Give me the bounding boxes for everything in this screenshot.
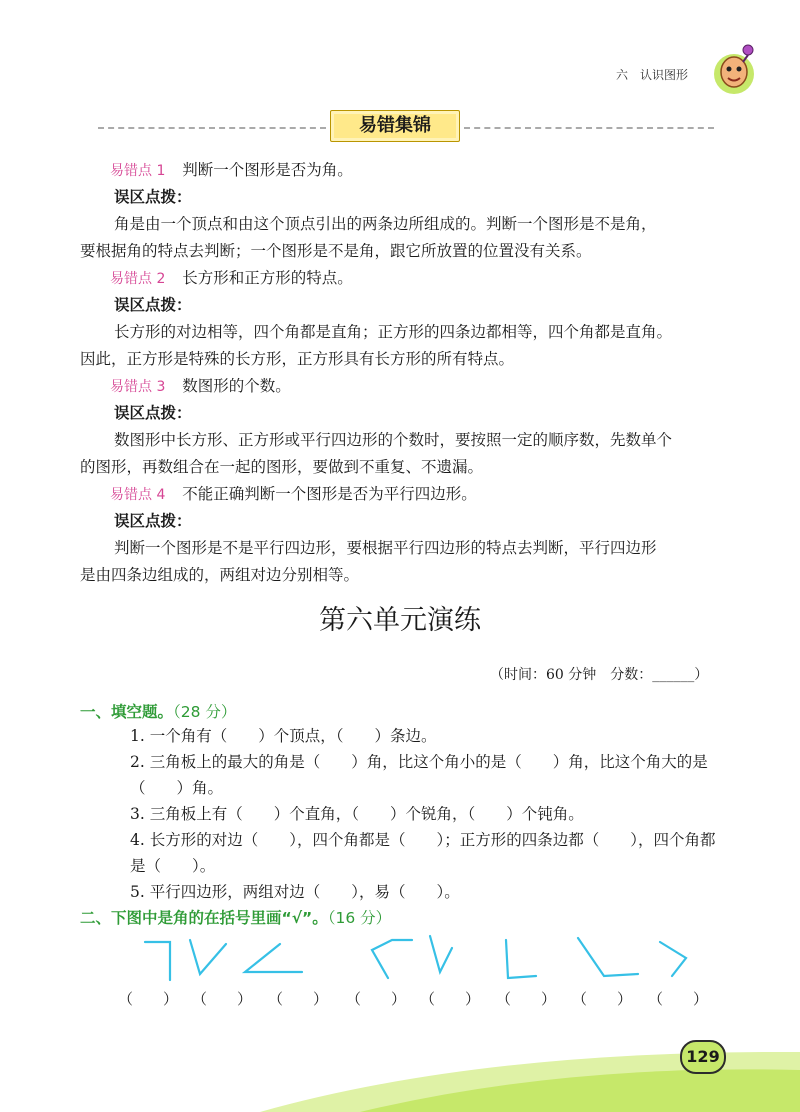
paragraph-line: 的图形，再数组合在一起的图形，要做到不重复、不遗漏。 bbox=[80, 458, 484, 476]
figure-4 bbox=[372, 940, 412, 978]
hint-label: 误区点拨： bbox=[114, 296, 192, 314]
figure-3 bbox=[245, 944, 302, 972]
chapter-label: 六 认识图形 bbox=[616, 68, 689, 82]
paragraph-line: 要根据角的特点去判断；一个图形是不是角，跟它所放置的位置没有关系。 bbox=[80, 242, 592, 260]
answer-slot[interactable]: （ ） bbox=[268, 990, 329, 1008]
error-point-title: 不能正确判断一个图形是否为平行四边形。 bbox=[182, 485, 477, 503]
part2-heading-text: 二、下图中是角的在括号里画“√”。 bbox=[80, 909, 328, 927]
paragraph-line: 数图形中长方形、正方形或平行四边形的个数时，要按照一定的顺序数，先数单个 bbox=[114, 431, 673, 449]
error-point-2 bbox=[110, 266, 353, 288]
time-score-line: （时间：60 分钟 分数：______） bbox=[490, 667, 709, 683]
mascot-icon bbox=[710, 40, 760, 96]
error-point-1 bbox=[110, 158, 353, 180]
footer-wave bbox=[0, 1030, 800, 1112]
divider-right bbox=[464, 127, 714, 129]
divider-left bbox=[98, 127, 326, 129]
answer-slot[interactable]: （ ） bbox=[192, 990, 253, 1008]
paragraph-line: 长方形的对边相等，四个角都是直角；正方形的四条边都相等，四个角都是直角。 bbox=[114, 323, 673, 341]
question-item: 5. 平行四边形，两组对边（ ），易（ ）。 bbox=[130, 883, 460, 901]
paragraph-line: 是由四条边组成的，两组对边分别相等。 bbox=[80, 566, 360, 584]
error-point-tag: 易错点 3 bbox=[110, 379, 166, 395]
error-point-title: 长方形和正方形的特点。 bbox=[182, 269, 353, 287]
error-point-title: 数图形的个数。 bbox=[182, 377, 291, 395]
question-item: 4. 长方形的对边（ ），四个角都是（ ）；正方形的四条边都（ ），四个角都 bbox=[130, 831, 716, 849]
figure-8 bbox=[660, 942, 686, 976]
hint-label: 误区点拨： bbox=[114, 188, 192, 206]
question-item: 是（ ）。 bbox=[130, 857, 216, 875]
part2-score: （16 分） bbox=[327, 909, 392, 927]
question-item: 2. 三角板上的最大的角是（ ）角，比这个角小的是（ ）角，比这个角大的是 bbox=[130, 753, 708, 771]
question-item: 1. 一个角有（ ）个顶点，（ ）条边。 bbox=[130, 727, 437, 745]
figure-2 bbox=[190, 940, 226, 974]
part1-heading bbox=[80, 700, 236, 722]
error-point-3 bbox=[110, 374, 291, 396]
answer-slot[interactable]: （ ） bbox=[572, 990, 633, 1008]
part1-score: （28 分） bbox=[173, 703, 237, 721]
hint-label: 误区点拨： bbox=[114, 512, 192, 530]
answer-slot[interactable]: （ ） bbox=[496, 990, 557, 1008]
figure-1 bbox=[145, 942, 170, 980]
error-point-tag: 易错点 2 bbox=[110, 271, 166, 287]
paragraph-line: 角是由一个顶点和由这个顶点引出的两条边所组成的。判断一个图形是不是角， bbox=[114, 215, 657, 233]
figure-5 bbox=[430, 936, 452, 972]
error-point-tag: 易错点 4 bbox=[110, 487, 166, 503]
page-number: 129 bbox=[680, 1040, 726, 1074]
part1-heading-text: 一、填空题。 bbox=[80, 703, 174, 721]
answer-slot[interactable]: （ ） bbox=[648, 990, 709, 1008]
figure-7 bbox=[578, 938, 638, 976]
answer-slot[interactable]: （ ） bbox=[346, 990, 407, 1008]
angle-figures bbox=[130, 928, 730, 988]
figure-6 bbox=[506, 940, 536, 978]
error-point-tag: 易错点 1 bbox=[110, 163, 166, 179]
error-point-title: 判断一个图形是否为角。 bbox=[182, 161, 353, 179]
unit-title: 第六单元演练 bbox=[319, 605, 481, 636]
error-point-4 bbox=[110, 482, 477, 504]
question-item: （ ）角。 bbox=[130, 779, 224, 797]
paragraph-line: 判断一个图形是不是平行四边形，要根据平行四边形的特点去判断，平行四边形 bbox=[114, 539, 657, 557]
paragraph-line: 因此，正方形是特殊的长方形，正方形具有长方形的所有特点。 bbox=[80, 350, 515, 368]
hint-label: 误区点拨： bbox=[114, 404, 192, 422]
answer-slot[interactable]: （ ） bbox=[118, 990, 179, 1008]
answer-slot[interactable]: （ ） bbox=[420, 990, 481, 1008]
part2-heading bbox=[80, 906, 391, 928]
section-title: 易错集锦 bbox=[330, 110, 460, 142]
question-item: 3. 三角板上有（ ）个直角，（ ）个锐角，（ ）个钝角。 bbox=[130, 805, 584, 823]
